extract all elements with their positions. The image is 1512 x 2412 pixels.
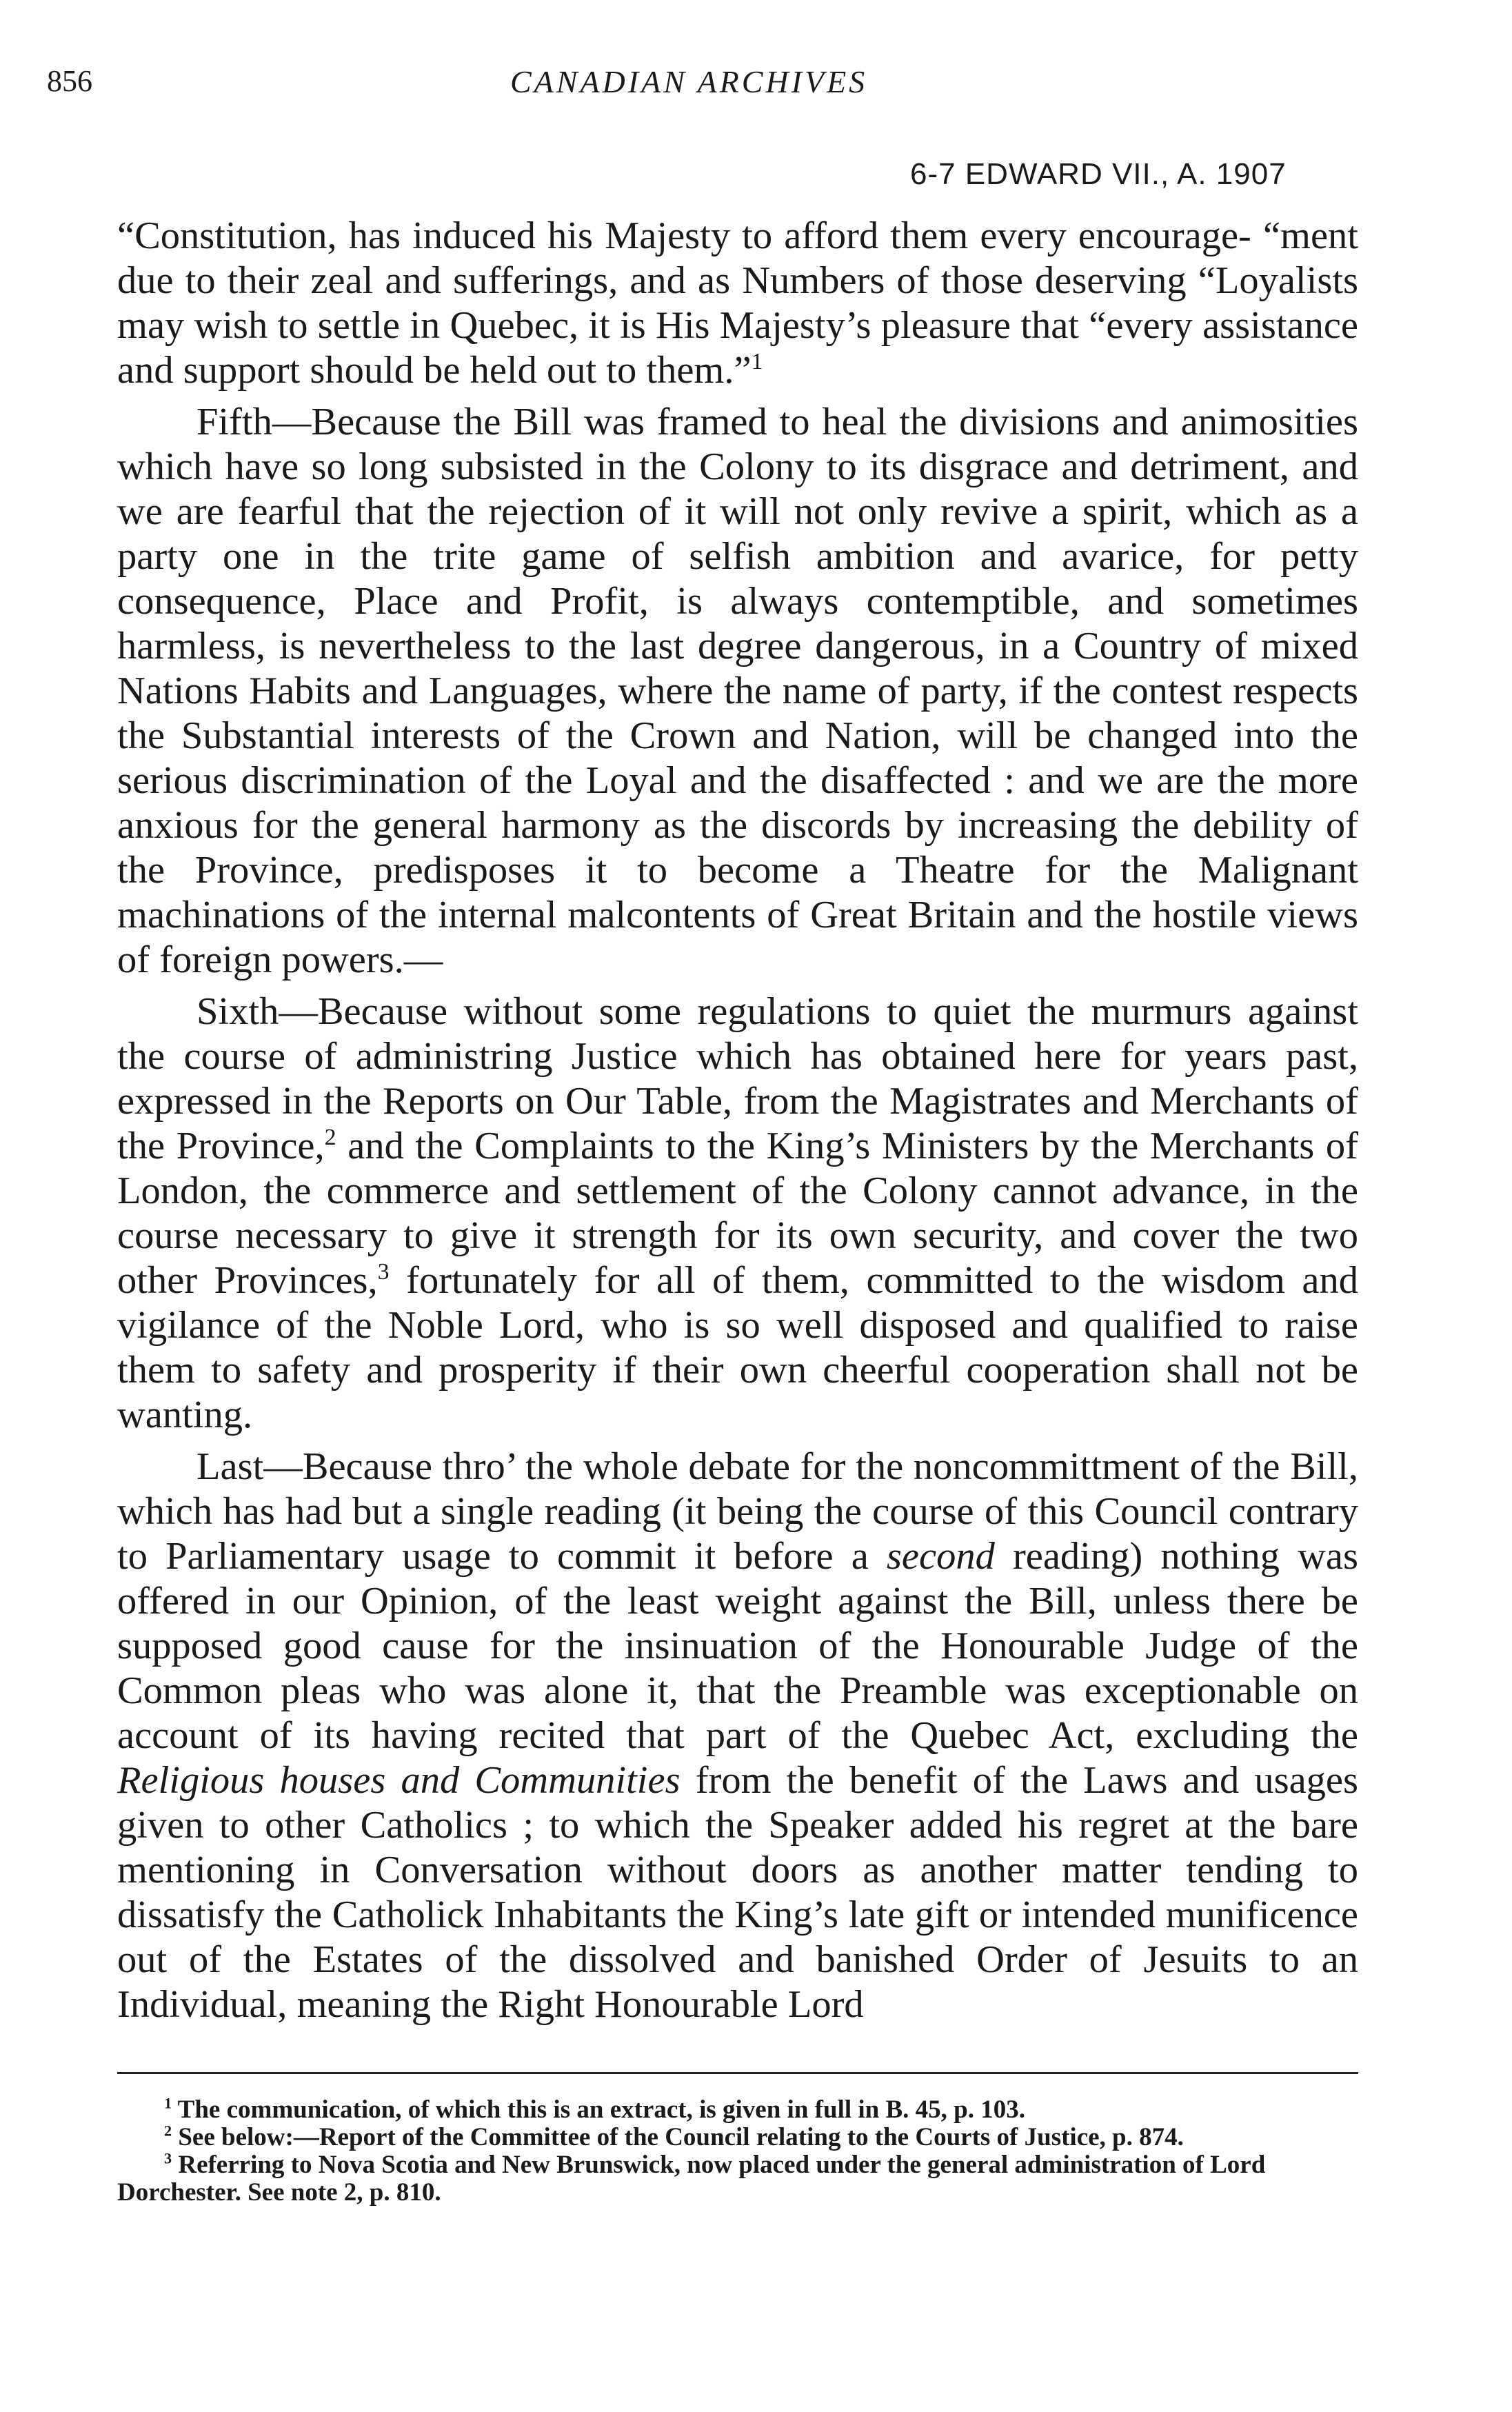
paragraph-fifth: Fifth—Because the Bill was framed to heal the divisions and animosities which have so long subsisted in the Colony to its disgrace and detriment, and we are fearful that the rejection of it will not only revive a spirit, which as a party one in the trite game of selfish ambition and avarice, for petty consequence, Place and Profit, is always contemptible, and sometimes harmless, is nevertheless to the last degree dangerous, in a Country of mixed Nations Habits and Languages, where the name of party, if the contest respects the Substantial interests of the Crown and Nation, will be changed into the serious discrimination of the Loyal and the disaffected : and we are the more anxious for the general harmony as the discords by increasing the debility of the Province, predisposes it to become a Theatre for the Malignant machinations of the internal malcontents of Great Britain and the hostile views of foreign powers.—: [117, 401, 1358, 981]
footnote-mark: 1: [164, 2094, 172, 2112]
body-text: [117, 214, 1358, 2034]
footnote-mark: 3: [164, 2149, 172, 2167]
footnote-divider: [117, 2072, 1358, 2074]
paragraph-sixth-text-a: Sixth—Because without some regulations to quiet the murmurs against the course of administring Justice which has obtained here for years past, expressed in the Reports on Our Table, from the Magistrates and Merchants of the Province,: [117, 990, 1358, 1167]
footnote-text: Referring to Nova Scotia and New Brunswick, now placed under the general administration of Lord Dorchester. See note 2, p. 810.: [117, 2151, 1266, 2207]
paragraph-sixth: [117, 989, 1358, 1438]
page-number: 856: [47, 64, 92, 98]
paragraph-last-text-b: reading) nothing was offered in our Opinion, of the least weight against the Bill, unless there be supposed good cause for the insinuation of the Honourable Judge of the Common pleas who was alone it, that the Preamble was exceptionable on account of its having recited that part of the Quebec Act, excluding the: [117, 1535, 1358, 1757]
footnotes: [117, 2096, 1358, 2207]
paragraph-last-text-a: Last—Because thro’ the whole debate for the noncommittment of the Bill, which has had but a single reading (it being the course of this Council contrary to Parliamentary usage to commit it before a: [117, 1445, 1358, 1578]
footnote-3: [117, 2151, 1358, 2207]
footnote-2: [117, 2124, 1358, 2151]
italic-religious-houses: Religious houses and Communities: [117, 1759, 681, 1802]
paragraph-sixth-text-c: fortunately for all of them, committed to the wisdom and vigilance of the Noble Lord, who is so well disposed and qualified to raise them to safety and prosperity if their own cheerful cooperation shall not be wanting.: [117, 1259, 1358, 1436]
italic-second: second: [886, 1535, 995, 1578]
footnote-ref: 3: [377, 1259, 390, 1285]
footnote-ref: 2: [324, 1125, 336, 1151]
paragraph-quote: [117, 214, 1358, 393]
footnote-ref: 1: [751, 349, 763, 375]
paragraph-quote-text: “Constitution, has induced his Majesty to afford them every encourage- “ment due to their zeal and sufferings, and as Numbers of those deserving “Loyalists may wish to settle in Quebec, it is His Majesty’s pleasure that “every assistance and support should be held out to them.”: [117, 214, 1358, 392]
paragraph-sixth-text-b: and the Complaints to the King’s Ministers by the Merchants of London, the commerce and settlement of the Colony cannot advance, in the course necessary to give it strength for its own security, and cover the two other Provinces,: [117, 1125, 1358, 1302]
footnote-text: See below:—Report of the Committee of the Council relating to the Courts of Justice, p. 874.: [172, 2123, 1184, 2151]
paragraph-last-text-c: from the benefit of the Laws and usages given to other Catholics ; to which the Speaker added his regret at the bare mentioning in Conversation without doors as another matter tending to dissatisfy the Catholick Inhabitants the King’s late gift or intended munificence out of the Estates of the dissolved and banished Order of Jesuits to an Individual, meaning the Right Honourable Lord: [117, 1759, 1358, 2026]
paragraph-last: [117, 1445, 1358, 2027]
footnote-1: [117, 2096, 1358, 2124]
running-title: CANADIAN ARCHIVES: [510, 64, 868, 99]
footnote-text: The communication, of which this is an extract, is given in full in B. 45, p. 103.: [172, 2096, 1025, 2124]
edition-line: 6-7 EDWARD VII., A. 1907: [910, 157, 1287, 191]
footnote-mark: 2: [164, 2122, 172, 2140]
